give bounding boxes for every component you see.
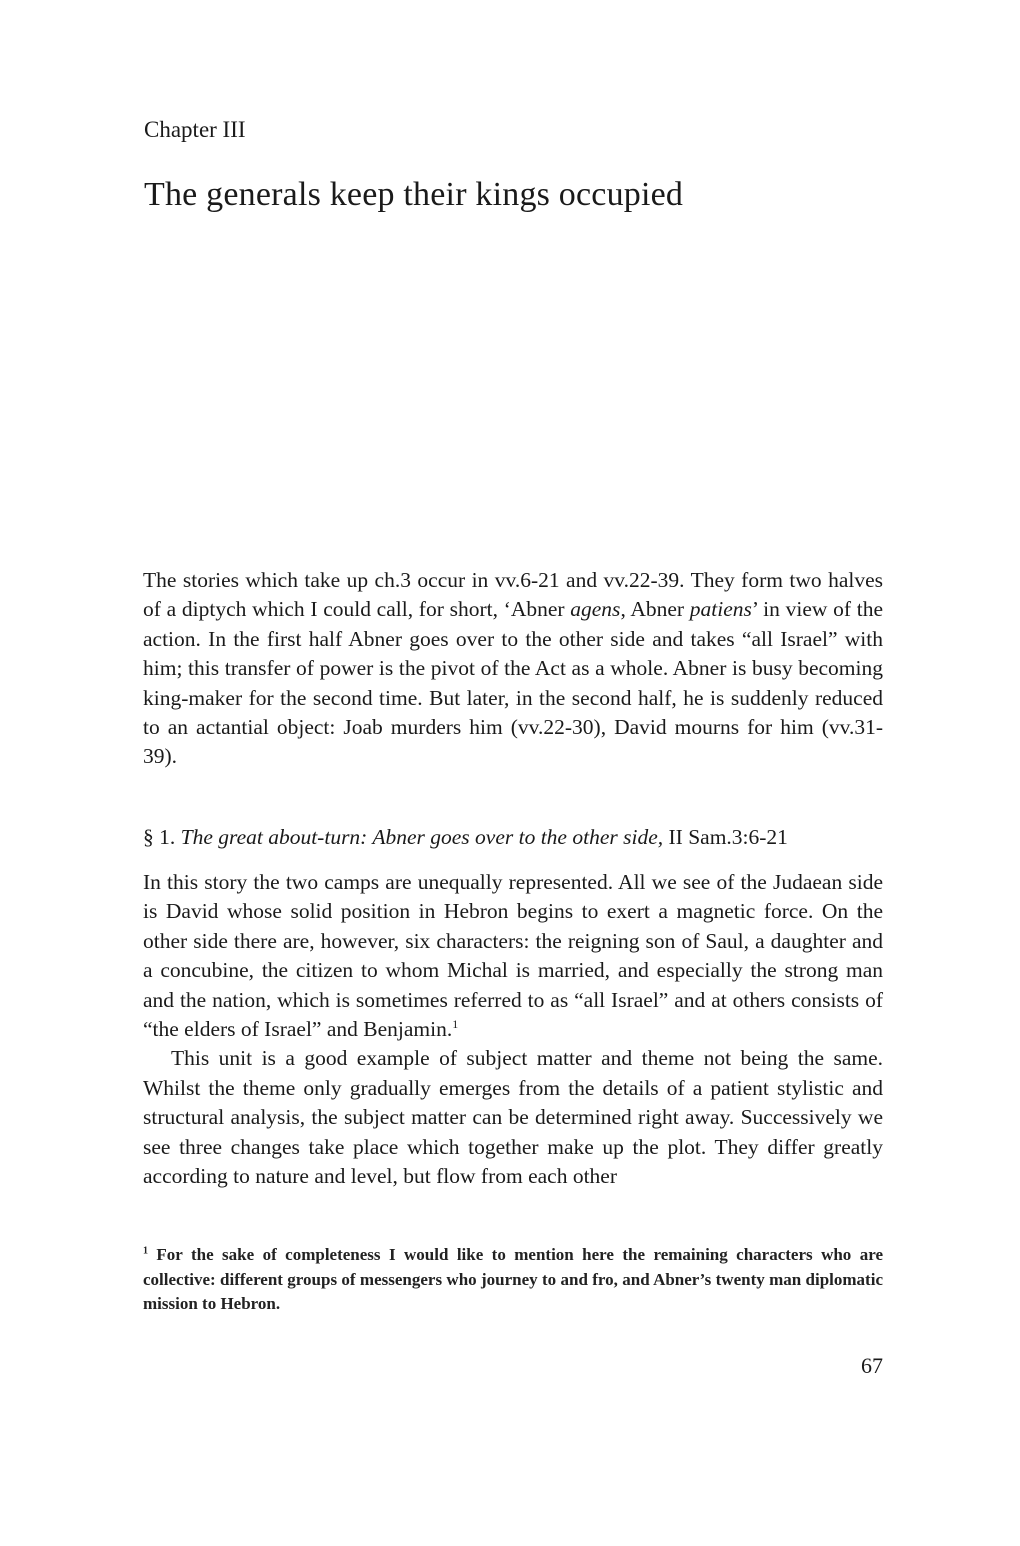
section-title: The great about-turn: Abner goes over to the other side,	[180, 825, 664, 849]
footnote-text: For the sake of completeness I would like to mention here the remaining characters who are collective: different groups of messengers who journey to and fro, and Abner’s twenty man diplomatic mission to Hebron.	[143, 1245, 883, 1313]
footnote	[143, 1243, 883, 1317]
section-paragraph-1-text: In this story the two camps are unequally represented. All we see of the Judaean side is David whose solid position in Hebron begins to exert a magnetic force. On the other side there are, however, six characters: the reigning son of Saul, a daughter and a concubine, the citizen to whom Michal is married, and especially the strong man and the nation, which is sometimes referred to as “all Israel” and at others consists of “the elders of Israel” and Benjamin.	[143, 870, 883, 1042]
section-paragraph-2: This unit is a good example of subject matter and theme not being the same. Whilst the theme only gradually emerges from the details of a patient stylistic and structural analysis, the subject matter can be determined right away. Successively we see three changes take place which together make up the plot. They differ greatly according to nature and level, but flow from each other	[143, 1046, 883, 1189]
page-number: 67	[861, 1353, 883, 1378]
chapter-title: The generals keep their kings occupied	[144, 176, 684, 213]
section-reference: II Sam.3:6-21	[663, 825, 788, 849]
chapter-label: Chapter III	[144, 117, 246, 142]
section-symbol: § 1.	[143, 825, 181, 849]
section-body	[143, 868, 883, 1191]
footnote-reference: 1	[452, 1016, 459, 1031]
section-paragraph-1	[143, 868, 883, 1044]
intro-paragraph	[143, 566, 883, 772]
footnote-marker: 1	[143, 1245, 148, 1257]
section-heading	[143, 822, 883, 852]
term-agens: agens	[570, 597, 621, 622]
intro-text-a: The stories which take up ch.3 occur in vv.6-21 and vv.22-39. They form two halves of a diptych which I could call, for short, ‘Abner	[143, 568, 883, 622]
intro-text-b: , Abner	[620, 597, 690, 622]
term-patiens: patiens	[689, 597, 752, 622]
intro-text-c: ’ in view of the action. In the first half Abner goes over to the other side and takes “all Israel” with him; this transfer of power is the pivot of the Act as a whole. Abner is busy becoming king-maker for the second time. But later, in the second half, he is suddenly reduced to an actantial object: Joab murders him (vv.22-30), David mourns for him (vv.31-39).	[143, 597, 883, 769]
